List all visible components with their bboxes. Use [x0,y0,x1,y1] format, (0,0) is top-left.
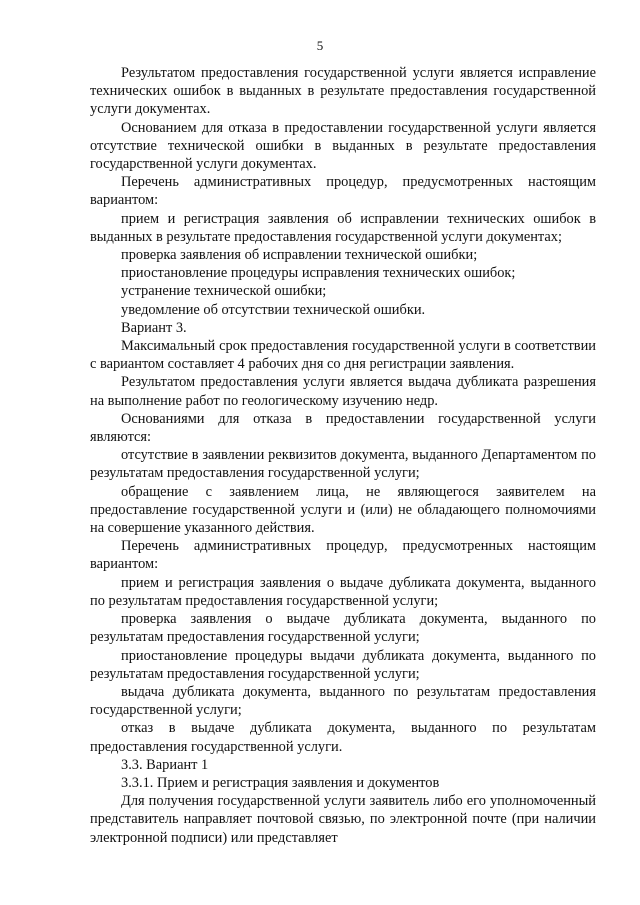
paragraph-refusal-grounds-intro: Основаниями для отказа в предоставлении государственной услуги являются: [90,410,596,446]
section-3-3-1-heading: 3.3.1. Прием и регистрация заявления и документов [121,774,440,791]
list-item-procedure: прием и регистрация заявления о выдаче дубликата документа, выданного по результатам предоставления государственной услуги; [90,574,596,609]
section-3-3-heading: 3.3. Вариант 1 [121,756,209,773]
list-item-refusal-ground: отсутствие в заявлении реквизитов документа, выданного Департаментом по результатам предоставления государственной услуги; [90,447,596,482]
page-number: 5 [316,38,324,53]
page-body [90,64,596,847]
list-item-procedure: проверка заявления о выдаче дубликата документа, выданного по результатам предоставления государственной услуги; [90,611,596,646]
list-item-procedure: устранение технической ошибки; [121,283,327,300]
paragraph-application-submission: Для получения государственной услуги заявитель либо его уполномоченный представитель направляет почтовой связью, по электронной почте (при наличии электронной подписи) или представляет [90,793,596,846]
list-item-procedure: отказ в выдаче дубликата документа, выданного по результатам предоставления государственной услуги. [90,720,596,755]
list-item-refusal-ground: обращение с заявлением лица, не являющегося заявителем на предоставление государственной услуги и (или) не обладающего полномочиями на совершение указанного действия. [90,483,596,537]
list-item-procedure: приостановление процедуры исправления технических ошибок; [121,265,516,282]
list-item-procedure: уведомление об отсутствии технической ошибки. [121,301,426,318]
list-item-procedure: прием и регистрация заявления об исправлении технических ошибок в выданных в результате предоставления государственной услуги документах; [90,210,596,245]
list-item-procedure: приостановление процедуры выдачи дубликата документа, выданного по результатам предоставления государственной услуги; [90,647,596,682]
paragraph-max-term: Максимальный срок предоставления государственной услуги в соответствии с вариантом составляет 4 рабочих дня со дня регистрации заявления. [90,338,596,373]
paragraph-result-error-fix: Результатом предоставления государственной услуги является исправление технических ошибок в выданных в результате предоставления государственной услуги документах. [90,65,596,118]
variant-3-heading: Вариант 3. [121,319,187,336]
paragraph-procedures-intro: Перечень административных процедур, предусмотренных настоящим вариантом: [90,538,596,573]
paragraph-procedures-intro: Перечень административных процедур, предусмотренных настоящим вариантом: [90,174,596,209]
paragraph-refusal-basis-error-fix: Основанием для отказа в предоставлении государственной услуги является отсутствие технической ошибки в выданных в результате предоставления государственной услуги документах. [90,119,596,173]
list-item-procedure: выдача дубликата документа, выданного по результатам предоставления государственной услуги; [90,683,596,719]
list-item-procedure: проверка заявления об исправлении технической ошибки; [121,247,478,264]
paragraph-result-duplicate: Результатом предоставления услуги является выдача дубликата разрешения на выполнение работ по геологическому изучению недр. [90,374,596,409]
